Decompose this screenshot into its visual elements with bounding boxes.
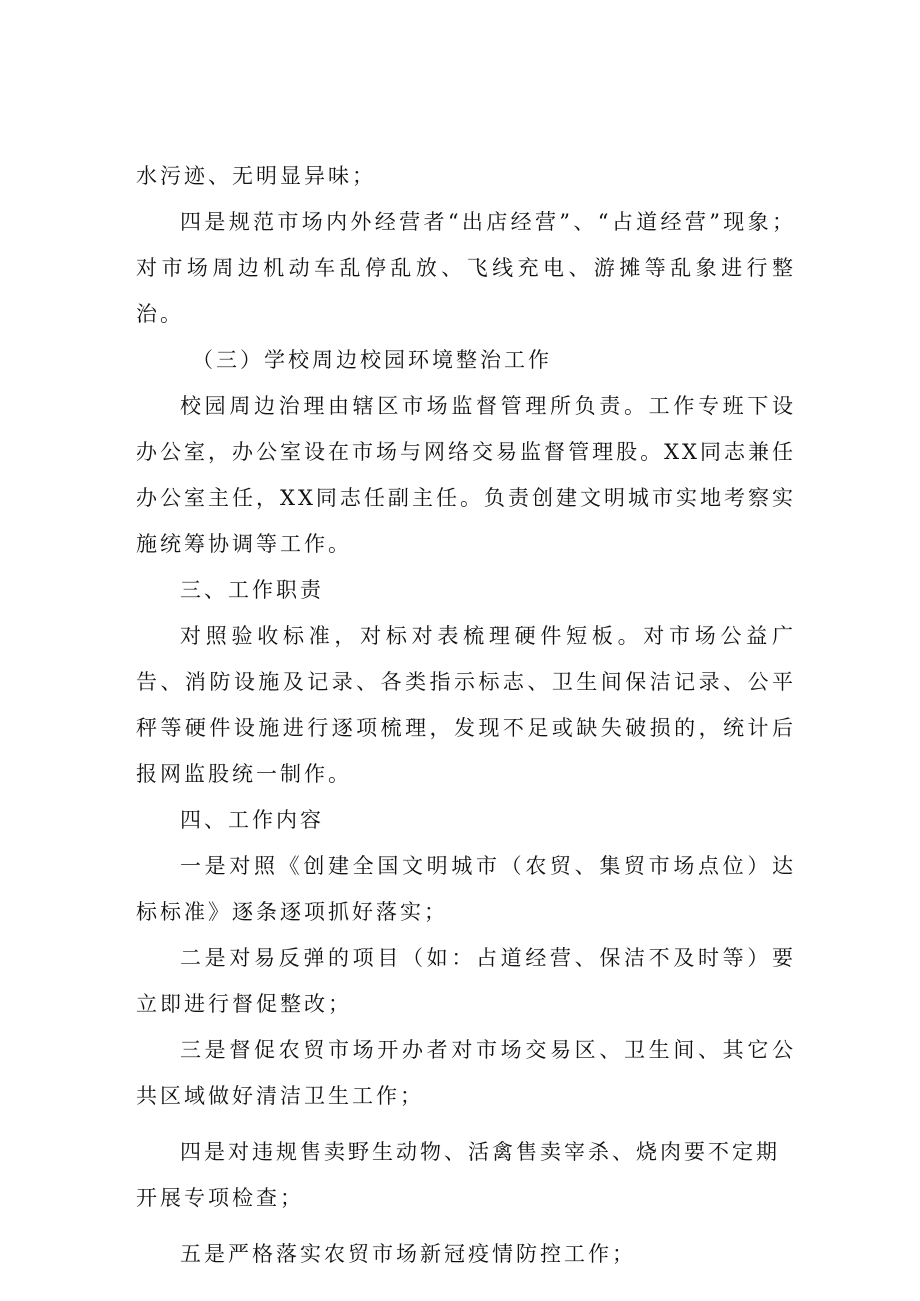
paragraph-item-four-line2: 开展专项检查；: [136, 1186, 304, 1210]
paragraph-item-one: 一是对照《创建全国文明城市（农贸、集贸市场点位）达标标准》逐条逐项抓好落实；: [136, 854, 796, 924]
paragraph-item-four-line1: 四是对违规售卖野生动物、活禽售卖宰杀、烧肉要不定期: [180, 1140, 780, 1164]
paragraph-item-four-market: 四是规范市场内外经营者“出店经营”、“占道经营”现象；对市场周边机动车乱停乱放、飞线充电、游摊等乱象进行整治。: [136, 210, 796, 326]
paragraph-continuation: 水污迹、无明显异味；: [136, 164, 376, 188]
paragraph-item-three: 三是督促农贸市场开办者对市场交易区、卫生间、其它公共区域做好清洁卫生工作；: [136, 1038, 796, 1108]
document-body: [136, 153, 796, 1277]
sub-heading-school-environment: （三）学校周边校园环境整治工作: [192, 348, 552, 372]
paragraph-item-five: 五是严格落实农贸市场新冠疫情防控工作；: [180, 1242, 636, 1266]
heading-work-duties: 三、工作职责: [180, 578, 324, 602]
paragraph-work-duties: 对照验收标准，对标对表梳理硬件短板。对市场公益广告、消防设施及记录、各类指示标志、卫生间保洁记录、公平秤等硬件设施进行逐项梳理，发现不足或缺失破损的，统计后报网监股统一制作。: [136, 624, 796, 786]
heading-work-content: 四、工作内容: [180, 808, 324, 832]
paragraph-item-two: 二是对易反弹的项目（如：占道经营、保洁不及时等）要立即进行督促整改；: [136, 946, 796, 1016]
paragraph-school-governance: 校园周边治理由辖区市场监督管理所负责。工作专班下设办公室，办公室设在市场与网络交易监督管理股。XX同志兼任办公室主任，XX同志任副主任。负责创建文明城市实地考察实施统筹协调等工作。: [136, 394, 796, 556]
